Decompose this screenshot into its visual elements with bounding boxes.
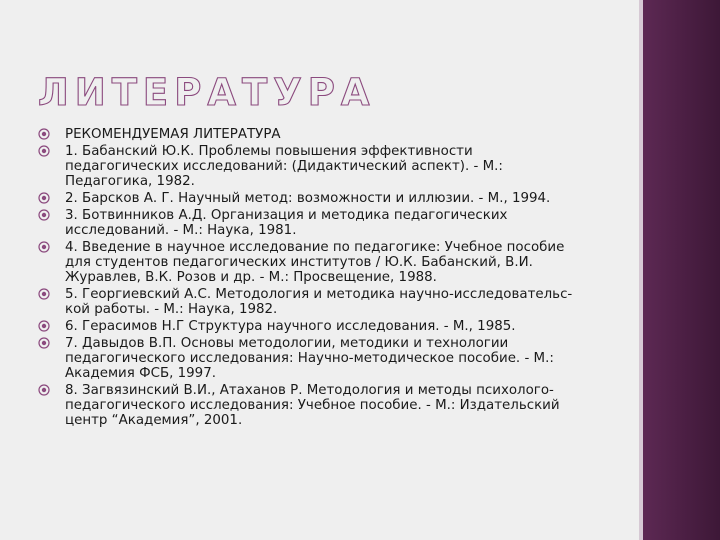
target-bullet-icon	[38, 145, 50, 157]
reference-item	[38, 336, 638, 381]
target-bullet-icon	[38, 128, 50, 140]
target-bullet-icon	[38, 320, 50, 332]
reference-text-line: Академия ФСБ, 1997.	[65, 366, 216, 381]
reference-text-line: 4. Введение в научное исследование по педагогике: Учебное пособие	[65, 240, 565, 255]
reference-text-line: педагогических исследований: (Дидактический аспект). - М.:	[65, 159, 503, 174]
target-bullet-icon	[38, 192, 50, 204]
reference-text-line: 8. Загвязинский В.И., Атаханов Р. Методология и методы психолого-	[65, 383, 554, 398]
reference-text-line: исследований. - М.: Наука, 1981.	[65, 223, 297, 238]
reference-text-line: 7. Давыдов В.П. Основы методологии, методики и технологии	[65, 336, 509, 351]
reference-item	[38, 287, 638, 317]
reference-list	[38, 127, 638, 430]
slide-title: ЛИТЕРАТУРА	[38, 71, 376, 114]
reference-text-line: 5. Георгиевский А.С. Методология и методика научно-исследовательс-	[65, 287, 573, 302]
reference-text-line: 1. Бабанский Ю.К. Проблемы повышения эффективности	[65, 144, 473, 159]
reference-item	[38, 240, 638, 285]
target-bullet-icon	[38, 241, 50, 253]
reference-item	[38, 208, 638, 238]
reference-text-line: для студентов педагогических институтов / Ю.К. Бабанский, В.И.	[65, 255, 533, 270]
target-bullet-icon	[38, 209, 50, 221]
list-heading	[38, 127, 638, 142]
reference-text-line: кой работы. - М.: Наука, 1982.	[65, 302, 278, 317]
reference-text-line: Педагогика, 1982.	[65, 174, 195, 189]
reference-text-line: 3. Ботвинников А.Д. Организация и методика педагогических	[65, 208, 508, 223]
decorative-side-band	[639, 0, 720, 540]
target-bullet-icon	[38, 288, 50, 300]
target-bullet-icon	[38, 384, 50, 396]
reference-text-line: Журавлев, В.К. Розов и др. - М.: Просвещение, 1988.	[65, 270, 437, 285]
reference-item	[38, 319, 638, 334]
reference-text-line: РЕКОМЕНДУЕМАЯ ЛИТЕРАТУРА	[65, 127, 281, 142]
reference-text-line: 6. Герасимов Н.Г Структура научного исследования. - М., 1985.	[65, 319, 516, 334]
reference-item	[38, 383, 638, 428]
reference-text-line: 2. Барсков А. Г. Научный метод: возможности и иллюзии. - М., 1994.	[65, 191, 551, 206]
reference-text-line: центр “Академия”, 2001.	[65, 413, 243, 428]
reference-text-line: педагогического исследования: Учебное пособие. - М.: Издательский	[65, 398, 560, 413]
target-bullet-icon	[38, 337, 50, 349]
reference-item	[38, 191, 638, 206]
reference-item	[38, 144, 638, 189]
reference-text-line: педагогического исследования: Научно-методическое пособие. - М.:	[65, 351, 554, 366]
